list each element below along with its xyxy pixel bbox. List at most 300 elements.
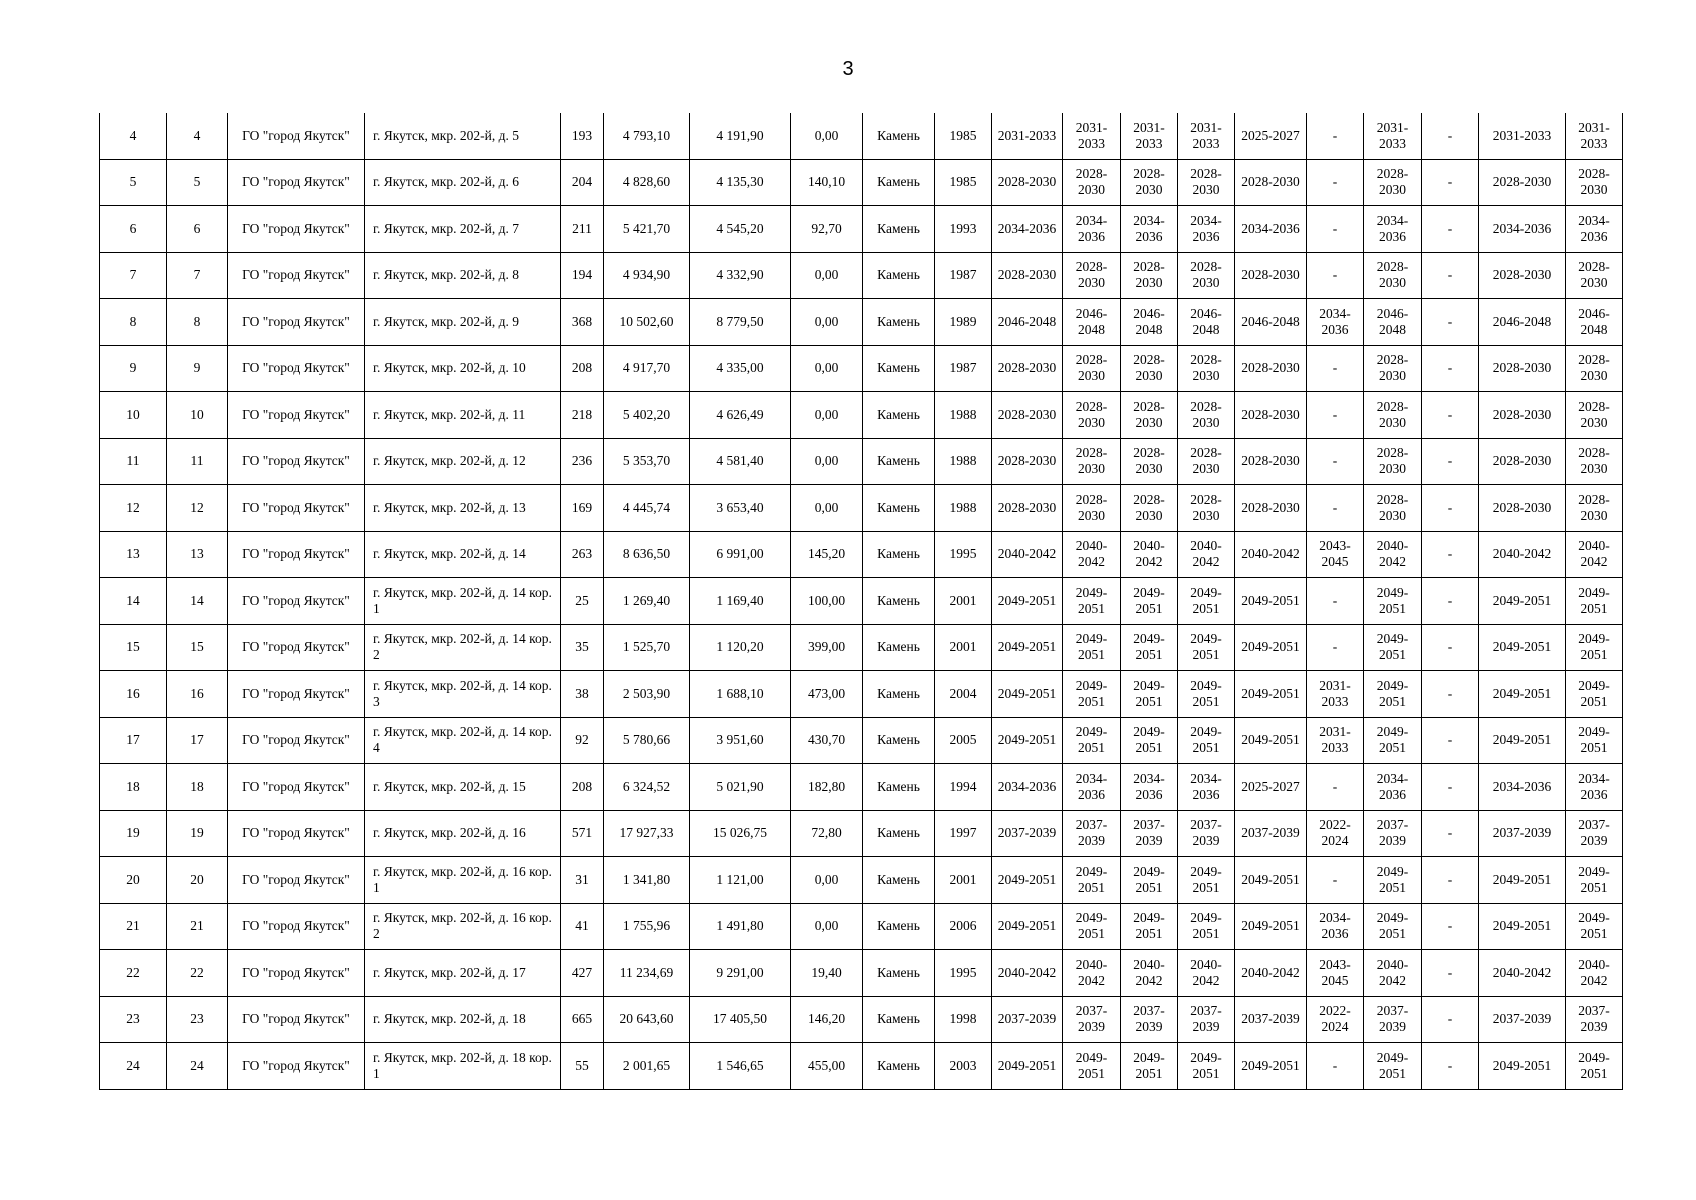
cell-address: г. Якутск, мкр. 202-й, д. 16 кор. 2 xyxy=(365,903,561,950)
cell-total-area: 1 755,96 xyxy=(604,903,690,950)
cell-period-4: 2040-2042 xyxy=(1178,531,1235,578)
cell-period-6: - xyxy=(1307,392,1364,439)
table-row xyxy=(100,810,1623,857)
cell-nonresidential-area: 72,80 xyxy=(791,810,863,857)
cell-period-1: 2049-2051 xyxy=(992,717,1063,764)
cell-period-8: - xyxy=(1422,624,1479,671)
cell-item-number: 9 xyxy=(167,345,228,392)
cell-total-area: 11 234,69 xyxy=(604,950,690,997)
cell-period-2: 2034-2036 xyxy=(1063,764,1121,811)
cell-period-1: 2028-2030 xyxy=(992,159,1063,206)
cell-total-area: 4 917,70 xyxy=(604,345,690,392)
cell-row-number: 6 xyxy=(100,206,167,253)
cell-period-7: 2028-2030 xyxy=(1364,252,1422,299)
cell-residential-area: 17 405,50 xyxy=(690,996,791,1043)
cell-period-10: 2037-2039 xyxy=(1566,996,1623,1043)
table-row xyxy=(100,392,1623,439)
cell-period-2: 2034-2036 xyxy=(1063,206,1121,253)
cell-period-5: 2025-2027 xyxy=(1235,764,1307,811)
cell-row-number: 23 xyxy=(100,996,167,1043)
cell-municipality: ГО "город Якутск" xyxy=(228,624,365,671)
cell-address: г. Якутск, мкр. 202-й, д. 17 xyxy=(365,950,561,997)
cell-wall-material: Камень xyxy=(863,764,935,811)
cell-period-8: - xyxy=(1422,159,1479,206)
cell-residents: 169 xyxy=(561,485,604,532)
page-number: 3 xyxy=(842,58,854,80)
cell-year-built: 1987 xyxy=(935,345,992,392)
cell-address: г. Якутск, мкр. 202-й, д. 6 xyxy=(365,159,561,206)
cell-municipality: ГО "город Якутск" xyxy=(228,903,365,950)
cell-period-5: 2028-2030 xyxy=(1235,252,1307,299)
cell-wall-material: Камень xyxy=(863,299,935,346)
cell-period-10: 2037-2039 xyxy=(1566,810,1623,857)
cell-nonresidential-area: 399,00 xyxy=(791,624,863,671)
cell-period-3: 2040-2042 xyxy=(1121,950,1178,997)
cell-period-6: - xyxy=(1307,345,1364,392)
cell-period-7: 2028-2030 xyxy=(1364,345,1422,392)
cell-residents: 92 xyxy=(561,717,604,764)
cell-period-8: - xyxy=(1422,206,1479,253)
cell-residents: 35 xyxy=(561,624,604,671)
cell-row-number: 9 xyxy=(100,345,167,392)
cell-municipality: ГО "город Якутск" xyxy=(228,485,365,532)
cell-address: г. Якутск, мкр. 202-й, д. 18 xyxy=(365,996,561,1043)
cell-total-area: 5 353,70 xyxy=(604,438,690,485)
cell-year-built: 2001 xyxy=(935,578,992,625)
cell-period-8: - xyxy=(1422,252,1479,299)
cell-municipality: ГО "город Якутск" xyxy=(228,206,365,253)
cell-residents: 31 xyxy=(561,857,604,904)
cell-period-5: 2040-2042 xyxy=(1235,950,1307,997)
cell-address: г. Якутск, мкр. 202-й, д. 14 xyxy=(365,531,561,578)
cell-period-3: 2028-2030 xyxy=(1121,159,1178,206)
cell-period-1: 2049-2051 xyxy=(992,671,1063,718)
cell-municipality: ГО "город Якутск" xyxy=(228,996,365,1043)
table-row xyxy=(100,578,1623,625)
cell-period-9: 2049-2051 xyxy=(1479,671,1566,718)
cell-period-9: 2034-2036 xyxy=(1479,764,1566,811)
cell-total-area: 4 934,90 xyxy=(604,252,690,299)
cell-item-number: 12 xyxy=(167,485,228,532)
cell-period-3: 2028-2030 xyxy=(1121,252,1178,299)
table-row xyxy=(100,996,1623,1043)
cell-period-10: 2049-2051 xyxy=(1566,1043,1623,1090)
cell-nonresidential-area: 0,00 xyxy=(791,903,863,950)
cell-nonresidential-area: 0,00 xyxy=(791,485,863,532)
cell-period-9: 2028-2030 xyxy=(1479,438,1566,485)
cell-period-7: 2028-2030 xyxy=(1364,392,1422,439)
cell-row-number: 24 xyxy=(100,1043,167,1090)
cell-item-number: 15 xyxy=(167,624,228,671)
cell-year-built: 1995 xyxy=(935,531,992,578)
cell-period-1: 2034-2036 xyxy=(992,764,1063,811)
cell-period-9: 2049-2051 xyxy=(1479,578,1566,625)
cell-residential-area: 4 335,00 xyxy=(690,345,791,392)
cell-period-7: 2031-2033 xyxy=(1364,113,1422,159)
cell-period-6: 2043-2045 xyxy=(1307,950,1364,997)
cell-period-9: 2031-2033 xyxy=(1479,113,1566,159)
cell-year-built: 1998 xyxy=(935,996,992,1043)
cell-period-4: 2034-2036 xyxy=(1178,764,1235,811)
cell-nonresidential-area: 140,10 xyxy=(791,159,863,206)
cell-period-3: 2037-2039 xyxy=(1121,810,1178,857)
cell-address: г. Якутск, мкр. 202-й, д. 10 xyxy=(365,345,561,392)
table-row xyxy=(100,857,1623,904)
cell-period-4: 2040-2042 xyxy=(1178,950,1235,997)
cell-residential-area: 8 779,50 xyxy=(690,299,791,346)
cell-nonresidential-area: 92,70 xyxy=(791,206,863,253)
cell-period-9: 2049-2051 xyxy=(1479,717,1566,764)
cell-row-number: 19 xyxy=(100,810,167,857)
cell-period-3: 2028-2030 xyxy=(1121,392,1178,439)
cell-period-6: 2034-2036 xyxy=(1307,299,1364,346)
cell-item-number: 18 xyxy=(167,764,228,811)
cell-year-built: 1995 xyxy=(935,950,992,997)
cell-row-number: 7 xyxy=(100,252,167,299)
cell-period-8: - xyxy=(1422,764,1479,811)
cell-total-area: 5 421,70 xyxy=(604,206,690,253)
cell-period-10: 2031-2033 xyxy=(1566,113,1623,159)
cell-nonresidential-area: 455,00 xyxy=(791,1043,863,1090)
table-row xyxy=(100,717,1623,764)
cell-municipality: ГО "город Якутск" xyxy=(228,1043,365,1090)
cell-item-number: 4 xyxy=(167,113,228,159)
cell-period-5: 2028-2030 xyxy=(1235,345,1307,392)
cell-period-6: 2022-2024 xyxy=(1307,810,1364,857)
cell-item-number: 5 xyxy=(167,159,228,206)
cell-period-10: 2034-2036 xyxy=(1566,206,1623,253)
cell-total-area: 4 445,74 xyxy=(604,485,690,532)
cell-residents: 368 xyxy=(561,299,604,346)
cell-period-1: 2049-2051 xyxy=(992,903,1063,950)
cell-residential-area: 6 991,00 xyxy=(690,531,791,578)
cell-item-number: 8 xyxy=(167,299,228,346)
cell-period-1: 2049-2051 xyxy=(992,1043,1063,1090)
cell-year-built: 1989 xyxy=(935,299,992,346)
cell-period-9: 2028-2030 xyxy=(1479,392,1566,439)
cell-residents: 427 xyxy=(561,950,604,997)
cell-period-8: - xyxy=(1422,438,1479,485)
cell-period-6: - xyxy=(1307,438,1364,485)
table-row xyxy=(100,345,1623,392)
cell-wall-material: Камень xyxy=(863,671,935,718)
cell-nonresidential-area: 0,00 xyxy=(791,392,863,439)
cell-period-3: 2034-2036 xyxy=(1121,206,1178,253)
cell-residents: 204 xyxy=(561,159,604,206)
table-row xyxy=(100,485,1623,532)
cell-period-1: 2049-2051 xyxy=(992,624,1063,671)
cell-period-2: 2028-2030 xyxy=(1063,345,1121,392)
cell-nonresidential-area: 0,00 xyxy=(791,252,863,299)
cell-nonresidential-area: 182,80 xyxy=(791,764,863,811)
cell-period-7: 2049-2051 xyxy=(1364,624,1422,671)
cell-residential-area: 4 581,40 xyxy=(690,438,791,485)
cell-wall-material: Камень xyxy=(863,717,935,764)
cell-wall-material: Камень xyxy=(863,438,935,485)
cell-residential-area: 4 135,30 xyxy=(690,159,791,206)
cell-wall-material: Камень xyxy=(863,485,935,532)
cell-total-area: 20 643,60 xyxy=(604,996,690,1043)
cell-wall-material: Камень xyxy=(863,1043,935,1090)
cell-nonresidential-area: 473,00 xyxy=(791,671,863,718)
cell-period-1: 2037-2039 xyxy=(992,810,1063,857)
cell-period-7: 2028-2030 xyxy=(1364,485,1422,532)
cell-residential-area: 1 121,00 xyxy=(690,857,791,904)
cell-period-8: - xyxy=(1422,1043,1479,1090)
table-row xyxy=(100,252,1623,299)
cell-period-2: 2049-2051 xyxy=(1063,671,1121,718)
cell-period-9: 2049-2051 xyxy=(1479,903,1566,950)
cell-period-9: 2034-2036 xyxy=(1479,206,1566,253)
cell-nonresidential-area: 0,00 xyxy=(791,438,863,485)
cell-address: г. Якутск, мкр. 202-й, д. 16 xyxy=(365,810,561,857)
cell-nonresidential-area: 100,00 xyxy=(791,578,863,625)
table-row xyxy=(100,1043,1623,1090)
cell-wall-material: Камень xyxy=(863,392,935,439)
cell-period-3: 2046-2048 xyxy=(1121,299,1178,346)
cell-period-2: 2028-2030 xyxy=(1063,252,1121,299)
cell-period-9: 2028-2030 xyxy=(1479,252,1566,299)
cell-period-3: 2049-2051 xyxy=(1121,1043,1178,1090)
cell-period-6: 2031-2033 xyxy=(1307,717,1364,764)
cell-period-2: 2049-2051 xyxy=(1063,717,1121,764)
cell-period-8: - xyxy=(1422,950,1479,997)
cell-period-10: 2028-2030 xyxy=(1566,345,1623,392)
cell-period-3: 2040-2042 xyxy=(1121,531,1178,578)
cell-period-1: 2028-2030 xyxy=(992,485,1063,532)
cell-period-1: 2049-2051 xyxy=(992,578,1063,625)
cell-period-4: 2028-2030 xyxy=(1178,392,1235,439)
cell-year-built: 1988 xyxy=(935,485,992,532)
cell-period-5: 2028-2030 xyxy=(1235,159,1307,206)
cell-item-number: 16 xyxy=(167,671,228,718)
cell-period-3: 2049-2051 xyxy=(1121,857,1178,904)
cell-residents: 194 xyxy=(561,252,604,299)
table-row xyxy=(100,671,1623,718)
cell-period-2: 2049-2051 xyxy=(1063,1043,1121,1090)
cell-period-9: 2049-2051 xyxy=(1479,857,1566,904)
table-row xyxy=(100,113,1623,159)
cell-municipality: ГО "город Якутск" xyxy=(228,810,365,857)
cell-total-area: 2 001,65 xyxy=(604,1043,690,1090)
cell-period-9: 2037-2039 xyxy=(1479,810,1566,857)
cell-nonresidential-area: 0,00 xyxy=(791,345,863,392)
cell-item-number: 21 xyxy=(167,903,228,950)
cell-wall-material: Камень xyxy=(863,578,935,625)
cell-period-10: 2028-2030 xyxy=(1566,252,1623,299)
cell-period-5: 2049-2051 xyxy=(1235,624,1307,671)
cell-period-7: 2034-2036 xyxy=(1364,764,1422,811)
cell-period-4: 2049-2051 xyxy=(1178,717,1235,764)
cell-residents: 25 xyxy=(561,578,604,625)
cell-total-area: 1 269,40 xyxy=(604,578,690,625)
cell-municipality: ГО "город Якутск" xyxy=(228,113,365,159)
cell-period-4: 2028-2030 xyxy=(1178,159,1235,206)
cell-total-area: 17 927,33 xyxy=(604,810,690,857)
cell-row-number: 10 xyxy=(100,392,167,439)
cell-period-10: 2028-2030 xyxy=(1566,392,1623,439)
table-row xyxy=(100,438,1623,485)
cell-year-built: 2004 xyxy=(935,671,992,718)
cell-residential-area: 5 021,90 xyxy=(690,764,791,811)
cell-period-5: 2040-2042 xyxy=(1235,531,1307,578)
cell-wall-material: Камень xyxy=(863,113,935,159)
cell-address: г. Якутск, мкр. 202-й, д. 7 xyxy=(365,206,561,253)
cell-row-number: 20 xyxy=(100,857,167,904)
cell-period-6: - xyxy=(1307,857,1364,904)
table-row xyxy=(100,950,1623,997)
cell-period-1: 2037-2039 xyxy=(992,996,1063,1043)
cell-period-2: 2049-2051 xyxy=(1063,903,1121,950)
cell-period-10: 2028-2030 xyxy=(1566,438,1623,485)
cell-residents: 208 xyxy=(561,345,604,392)
cell-municipality: ГО "город Якутск" xyxy=(228,438,365,485)
cell-item-number: 19 xyxy=(167,810,228,857)
cell-row-number: 13 xyxy=(100,531,167,578)
cell-period-2: 2028-2030 xyxy=(1063,438,1121,485)
cell-period-9: 2037-2039 xyxy=(1479,996,1566,1043)
cell-municipality: ГО "город Якутск" xyxy=(228,671,365,718)
cell-period-4: 2028-2030 xyxy=(1178,252,1235,299)
cell-year-built: 2003 xyxy=(935,1043,992,1090)
cell-period-6: - xyxy=(1307,159,1364,206)
cell-period-3: 2049-2051 xyxy=(1121,903,1178,950)
cell-address: г. Якутск, мкр. 202-й, д. 5 xyxy=(365,113,561,159)
cell-period-2: 2028-2030 xyxy=(1063,159,1121,206)
cell-period-8: - xyxy=(1422,717,1479,764)
cell-address: г. Якутск, мкр. 202-й, д. 18 кор. 1 xyxy=(365,1043,561,1090)
cell-period-2: 2046-2048 xyxy=(1063,299,1121,346)
cell-period-2: 2028-2030 xyxy=(1063,485,1121,532)
cell-period-7: 2049-2051 xyxy=(1364,578,1422,625)
cell-period-6: - xyxy=(1307,252,1364,299)
cell-item-number: 24 xyxy=(167,1043,228,1090)
cell-wall-material: Камень xyxy=(863,345,935,392)
cell-period-1: 2028-2030 xyxy=(992,345,1063,392)
cell-residents: 193 xyxy=(561,113,604,159)
cell-period-2: 2049-2051 xyxy=(1063,857,1121,904)
cell-total-area: 4 828,60 xyxy=(604,159,690,206)
cell-residential-area: 1 120,20 xyxy=(690,624,791,671)
cell-wall-material: Камень xyxy=(863,531,935,578)
cell-period-7: 2028-2030 xyxy=(1364,159,1422,206)
cell-period-6: - xyxy=(1307,578,1364,625)
cell-period-2: 2028-2030 xyxy=(1063,392,1121,439)
cell-period-8: - xyxy=(1422,485,1479,532)
cell-year-built: 2006 xyxy=(935,903,992,950)
cell-residents: 41 xyxy=(561,903,604,950)
cell-period-4: 2028-2030 xyxy=(1178,345,1235,392)
cell-period-6: - xyxy=(1307,1043,1364,1090)
cell-item-number: 22 xyxy=(167,950,228,997)
cell-period-7: 2049-2051 xyxy=(1364,671,1422,718)
cell-nonresidential-area: 145,20 xyxy=(791,531,863,578)
cell-year-built: 2001 xyxy=(935,857,992,904)
cell-address: г. Якутск, мкр. 202-й, д. 9 xyxy=(365,299,561,346)
cell-row-number: 21 xyxy=(100,903,167,950)
cell-residents: 218 xyxy=(561,392,604,439)
cell-wall-material: Камень xyxy=(863,996,935,1043)
cell-period-1: 2028-2030 xyxy=(992,392,1063,439)
cell-period-2: 2037-2039 xyxy=(1063,996,1121,1043)
cell-residents: 263 xyxy=(561,531,604,578)
cell-year-built: 1985 xyxy=(935,113,992,159)
cell-period-7: 2049-2051 xyxy=(1364,1043,1422,1090)
cell-period-3: 2028-2030 xyxy=(1121,438,1178,485)
cell-year-built: 1988 xyxy=(935,392,992,439)
cell-period-8: - xyxy=(1422,345,1479,392)
table-row xyxy=(100,903,1623,950)
cell-item-number: 13 xyxy=(167,531,228,578)
cell-period-8: - xyxy=(1422,857,1479,904)
cell-wall-material: Камень xyxy=(863,950,935,997)
cell-row-number: 12 xyxy=(100,485,167,532)
cell-period-10: 2040-2042 xyxy=(1566,950,1623,997)
cell-residential-area: 4 332,90 xyxy=(690,252,791,299)
cell-period-8: - xyxy=(1422,578,1479,625)
cell-period-7: 2046-2048 xyxy=(1364,299,1422,346)
cell-period-2: 2049-2051 xyxy=(1063,624,1121,671)
cell-row-number: 15 xyxy=(100,624,167,671)
cell-period-7: 2037-2039 xyxy=(1364,810,1422,857)
cell-period-8: - xyxy=(1422,531,1479,578)
cell-residents: 38 xyxy=(561,671,604,718)
cell-period-9: 2028-2030 xyxy=(1479,159,1566,206)
cell-period-5: 2049-2051 xyxy=(1235,578,1307,625)
cell-period-4: 2049-2051 xyxy=(1178,1043,1235,1090)
cell-residential-area: 1 169,40 xyxy=(690,578,791,625)
cell-year-built: 1997 xyxy=(935,810,992,857)
cell-period-9: 2049-2051 xyxy=(1479,624,1566,671)
cell-nonresidential-area: 0,00 xyxy=(791,113,863,159)
cell-year-built: 1994 xyxy=(935,764,992,811)
cell-period-5: 2049-2051 xyxy=(1235,1043,1307,1090)
cell-wall-material: Камень xyxy=(863,252,935,299)
cell-period-4: 2037-2039 xyxy=(1178,996,1235,1043)
cell-period-7: 2040-2042 xyxy=(1364,950,1422,997)
cell-period-10: 2049-2051 xyxy=(1566,903,1623,950)
cell-year-built: 2001 xyxy=(935,624,992,671)
cell-residential-area: 4 191,90 xyxy=(690,113,791,159)
cell-residential-area: 1 491,80 xyxy=(690,903,791,950)
cell-year-built: 1987 xyxy=(935,252,992,299)
cell-period-10: 2049-2051 xyxy=(1566,624,1623,671)
cell-total-area: 10 502,60 xyxy=(604,299,690,346)
cell-period-3: 2049-2051 xyxy=(1121,624,1178,671)
cell-period-6: 2022-2024 xyxy=(1307,996,1364,1043)
cell-residential-area: 3 653,40 xyxy=(690,485,791,532)
cell-period-5: 2025-2027 xyxy=(1235,113,1307,159)
cell-period-5: 2049-2051 xyxy=(1235,857,1307,904)
cell-period-10: 2028-2030 xyxy=(1566,159,1623,206)
cell-residential-area: 3 951,60 xyxy=(690,717,791,764)
cell-period-3: 2031-2033 xyxy=(1121,113,1178,159)
cell-period-8: - xyxy=(1422,392,1479,439)
cell-period-3: 2028-2030 xyxy=(1121,485,1178,532)
cell-period-6: - xyxy=(1307,624,1364,671)
cell-municipality: ГО "город Якутск" xyxy=(228,764,365,811)
cell-period-5: 2037-2039 xyxy=(1235,996,1307,1043)
cell-total-area: 1 341,80 xyxy=(604,857,690,904)
cell-period-1: 2046-2048 xyxy=(992,299,1063,346)
cell-nonresidential-area: 430,70 xyxy=(791,717,863,764)
cell-period-2: 2037-2039 xyxy=(1063,810,1121,857)
cell-period-10: 2046-2048 xyxy=(1566,299,1623,346)
cell-period-1: 2049-2051 xyxy=(992,857,1063,904)
cell-wall-material: Камень xyxy=(863,857,935,904)
cell-period-1: 2034-2036 xyxy=(992,206,1063,253)
cell-period-7: 2037-2039 xyxy=(1364,996,1422,1043)
